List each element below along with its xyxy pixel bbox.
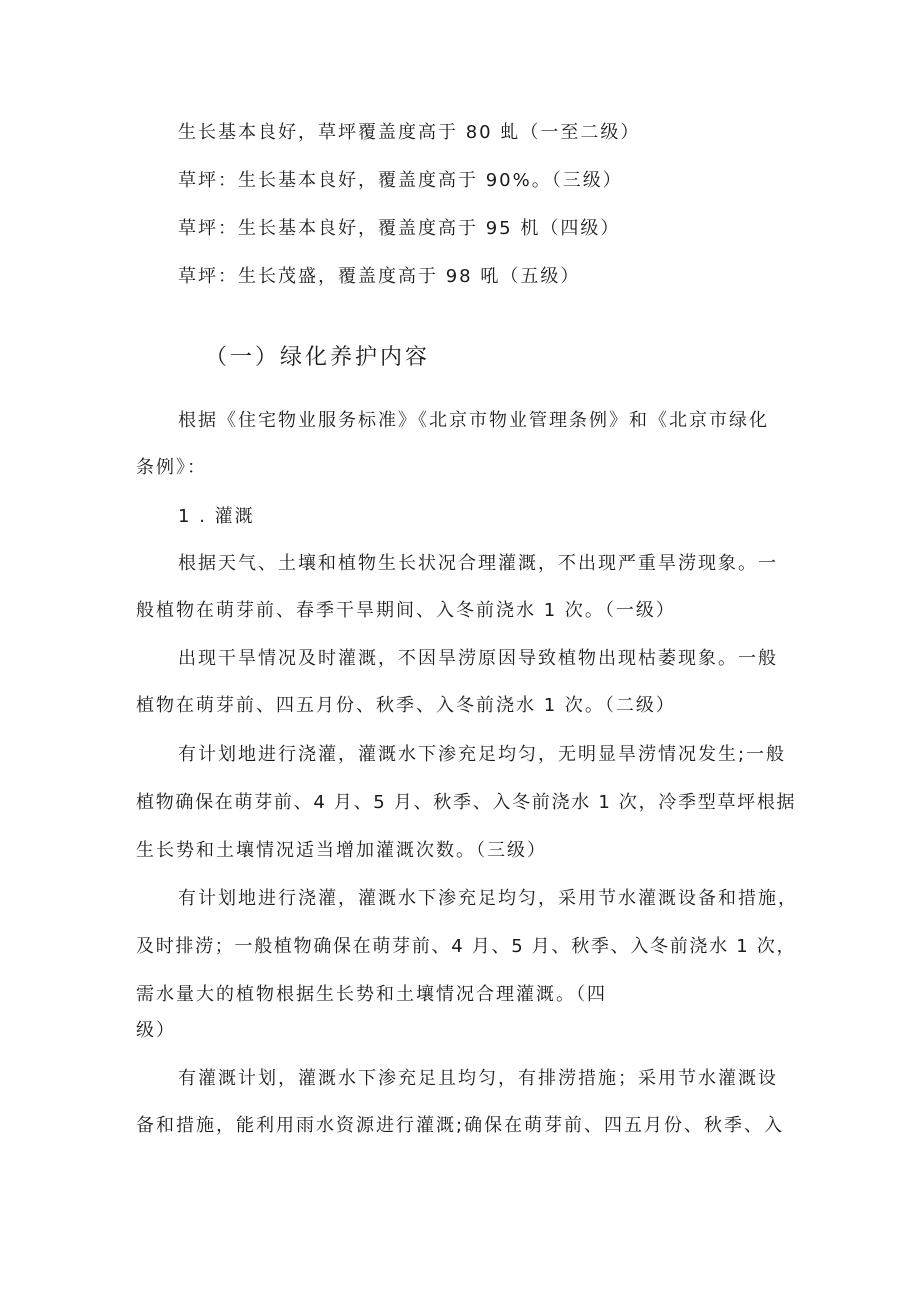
irrigation-level4-line-3: 需水量大的植物根据生长势和土壤情况合理灌溉。（四 (136, 984, 607, 1005)
irrigation-level4-line-2: 及时排涝；一般植物确保在萌芽前、4 月、5 月、秋季、入冬前浇水 1 次， (136, 936, 797, 957)
lawn-level-5: 草坪：生长茂盛，覆盖度高于 98 吼（五级） (178, 266, 581, 287)
item-title-irrigation: 1 . 灌溉 (178, 506, 255, 527)
irrigation-level5-line-1: 有灌溉计划，灌溉水下渗充足且均匀，有排涝措施；采用节水灌溉设 (178, 1068, 778, 1089)
irrigation-level1-line-2: 般植物在萌芽前、春季干旱期间、入冬前浇水 1 次。（一级） (136, 600, 676, 621)
basis-line-2: 条例》： (136, 457, 207, 478)
irrigation-level3-line-1: 有计划地进行浇灌，灌溉水下渗充足均匀，无明显旱涝情况发生;一般 (178, 744, 787, 765)
irrigation-level4-line-1: 有计划地进行浇灌，灌溉水下渗充足均匀，采用节水灌溉设备和措施， (178, 888, 798, 909)
irrigation-level5-line-2: 备和措施，能利用雨水资源进行灌溉;确保在萌芽前、四五月份、秋季、入 (136, 1115, 785, 1136)
lawn-level-3: 草坪：生长基本良好，覆盖度高于 90%。（三级） (178, 170, 623, 191)
irrigation-level1-line-1: 根据天气、土壤和植物生长状况合理灌溉，不出现严重旱涝现象。一 (178, 553, 778, 574)
irrigation-level3-line-3: 生长势和土壤情况适当增加灌溉次数。（三级） (136, 840, 547, 861)
lawn-level-1-2: 生长基本良好，草坪覆盖度高于 80 虬（一至二级） (178, 122, 641, 143)
irrigation-level3-line-2: 植物确保在萌芽前、4 月、5 月、秋季、入冬前浇水 1 次，冷季型草坪根据 (136, 792, 797, 813)
irrigation-level2-line-2: 植物在萌芽前、四五月份、秋季、入冬前浇水 1 次。（二级） (136, 695, 676, 716)
section-heading: （一）绿化养护内容 (205, 345, 431, 370)
irrigation-level4-line-4: 级） (136, 1020, 176, 1041)
irrigation-level2-line-1: 出现干旱情况及时灌溉，不因旱涝原因导致植物出现枯萎现象。一般 (178, 648, 778, 669)
basis-line-1: 根据《住宅物业服务标准》《北京市物业管理条例》和《北京市绿化 (178, 410, 769, 431)
lawn-level-4: 草坪：生长基本良好，覆盖度高于 95 机（四级） (178, 218, 621, 239)
